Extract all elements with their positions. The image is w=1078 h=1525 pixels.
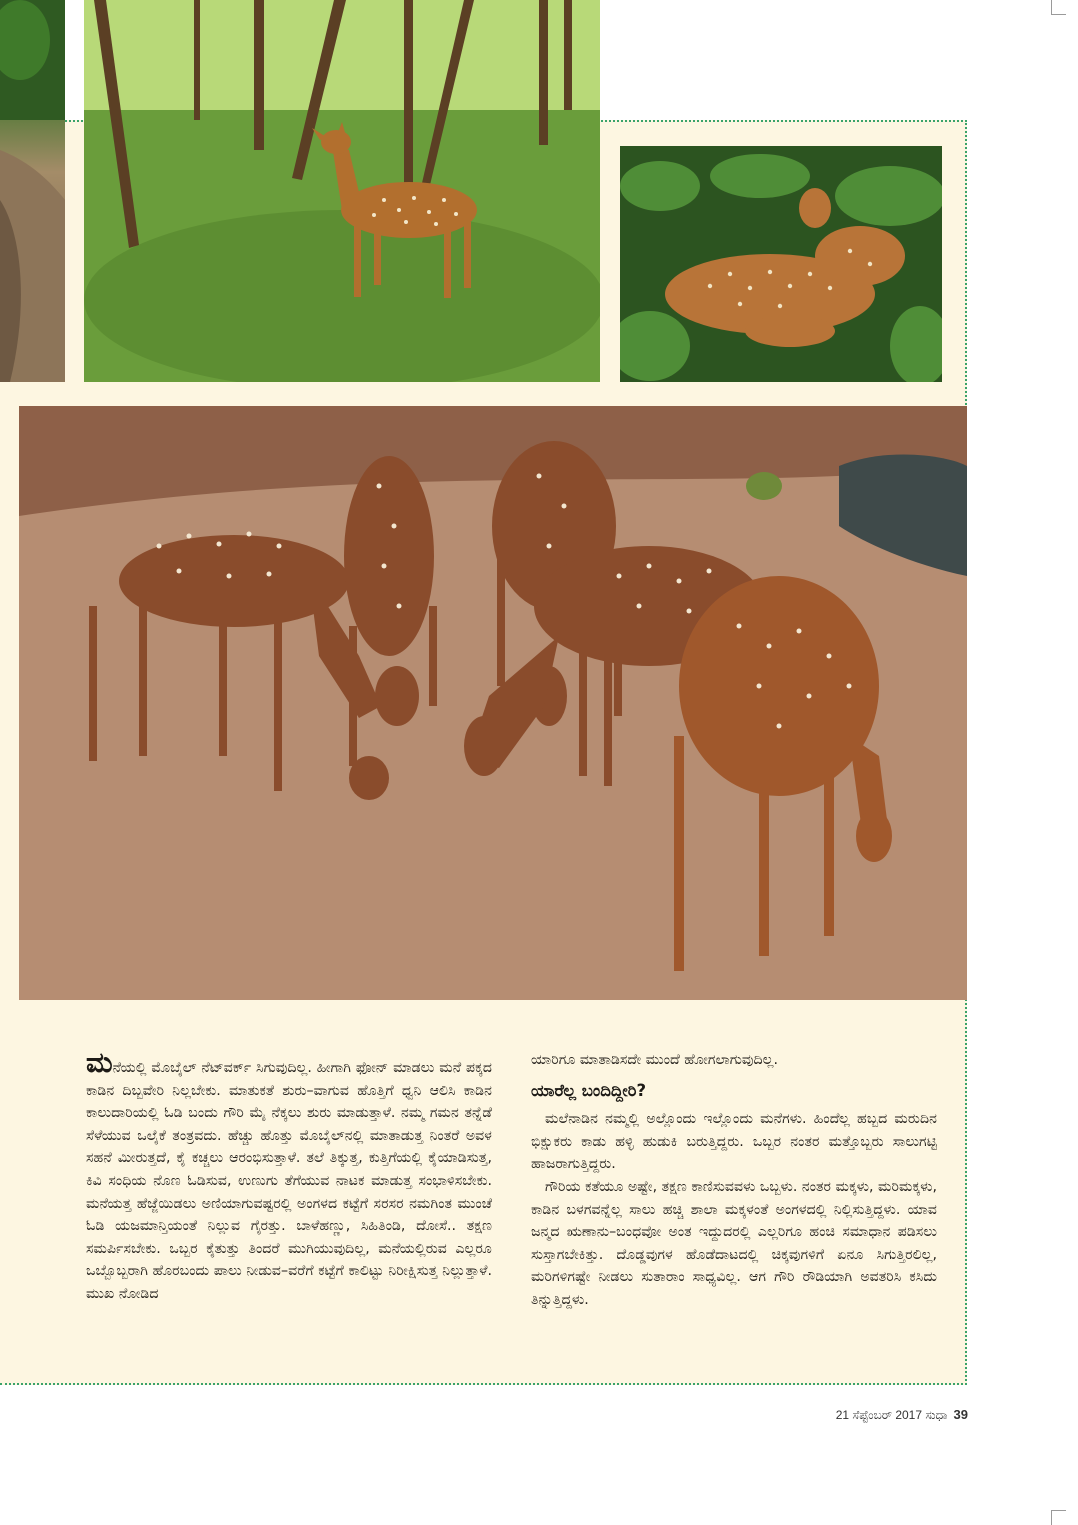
paragraph-1-text: ನೆಯಲ್ಲಿ ಮೊಬೈಲ್ ನೆಟ್‌ವರ್ಕ್ ಸಿಗುವುದಿಲ್ಲ. ಹೀಗಾಗಿ ಫೋನ್ ಮಾಡಲು ಮನೆ ಪಕ್ಕದ ಕಾಡಿನ ದಿಬ್ಬವೇರಿ ನಿಲ್ಲಬೇಕು. ಮಾತುಕತೆ ಶುರು–ವಾಗುವ ಹೊತ್ತಿಗೆ ಧ್ವನಿ ಆಲಿಸಿ ಕಾಡಿನ ಕಾಲುದಾರಿಯಲ್ಲಿ ಓಡಿ ಬಂದು ಗೌರಿ ಮೈ ನೆಕ್ಕಲು ಶುರು ಮಾಡುತ್ತಾಳೆ. ನಮ್ಮ ಗಮನ ತನ್ನೆಡೆ ಸೆಳೆಯುವ ಒಲೈಕೆ ತಂತ್ರವದು. ಹೆಚ್ಚು ಹೊತ್ತು ಮೊಬೈಲ್‌ನಲ್ಲಿ ಮಾತಾಡುತ್ತ ನಿಂತರೆ ಅವಳ ಸಹನೆ ಮೀರುತ್ತದೆ, ಕೈ ಕಚ್ಚಲು ಆರಂಭಿಸುತ್ತಾಳೆ. ತಲೆ ತಿಕ್ಕುತ್ತ, ಕುತ್ತಿಗೆಯಲ್ಲಿ ಕೈಯಾಡಿಸುತ್ತ, ಕಿವಿ ಸಂಧಿಯ ನೊಣ ಓಡಿಸುವ, ಉಣುಗು ತೆಗೆಯುವ ನಾಟಕ ಮಾಡುತ್ತ ಸಂಭಾಳಿಸಬೇಕು. ಮನೆಯತ್ತ ಹೆಜ್ಜೆಯಿಡಲು ಅಣಿಯಾಗುವಷ್ಟರಲ್ಲಿ ಅಂಗಳದ ಕಟ್ಟೆಗೆ ಸರಸರ ನಮಗಿಂತ ಮುಂಚೆ ಓಡಿ ಯಜಮಾನ್ತಿಯಂತೆ ನಿಲ್ಲುವ ಗೈರತ್ತು. ಬಾಳೆಹಣ್ಣು, ಸಿಹಿತಿಂಡಿ, ದೋಸೆ.. ತಕ್ಷಣ ಸಮರ್ಪಿಸಬೇಕು. ಒಬ್ಬರ ಕೈತುತ್ತು ತಿಂದರೆ ಮುಗಿಯುವುದಿಲ್ಲ, ಮನೆಯಲ್ಲಿರುವ ಎಲ್ಲರೂ ಒಬ್ಬೊಬ್ಬರಾಗಿ ಹೊರಬಂದು ಪಾಲು ನೀಡುವ–ವರೆಗೆ ಕಟ್ಟೆಗೆ ಕಾಲಿಟ್ಟು ನಿರೀಕ್ಷಿಸುತ್ತ ನಿಲ್ಲುತ್ತಾಳೆ. ಮುಖ ನೋಡಿದ: [86, 1060, 492, 1302]
grazing-deer-herd-photo: [19, 406, 967, 1000]
resting-deer-photo: [620, 146, 942, 382]
spotted-deer-in-forest-photo: [84, 0, 600, 382]
crop-mark-bottom-right: [1051, 1510, 1066, 1525]
folio-date: 21 ಸೆಪ್ಟೆಂಬರ್ 2017 ಸುಧಾ: [835, 1408, 948, 1422]
article-paragraph-2: ಮಲೆನಾಡಿನ ನಮ್ಮಲ್ಲಿ ಅಲ್ಲೊಂದು ಇಲ್ಲೊಂದು ಮನೆಗಳು. ಹಿಂದೆಲ್ಲ ಹಬ್ಬದ ಮರುದಿನ ಭಿಕ್ಷುಕರು ಕಾಡು ಹಳ್ಳಿ ಹುಡುಕಿ ಬರುತ್ತಿದ್ದರು. ಒಬ್ಬರ ನಂತರ ಮತ್ತೊಬ್ಬರು ಸಾಲುಗಟ್ಟಿ ಹಾಜರಾಗುತ್ತಿದ್ದರು.: [531, 1111, 937, 1173]
forest-path-photo: [0, 0, 65, 382]
section-subheading: ಯಾರೆಲ್ಲ ಬಂದಿದ್ದೀರಿ?: [531, 1080, 647, 1100]
page-number: 39: [953, 1407, 968, 1422]
paragraph-1-continuation: ಯಾರಿಗೂ ಮಾತಾಡಿಸದೇ ಮುಂದೆ ಹೋಗಲಾಗುವುದಿಲ್ಲ.: [531, 1052, 779, 1068]
drop-cap: ಮ: [86, 1046, 113, 1079]
article-column-left: [86, 1046, 492, 1306]
article-paragraph-1: [86, 1046, 492, 1306]
page-folio: [836, 1407, 968, 1423]
article-paragraph-3: ಗೌರಿಯ ಕತೆಯೂ ಅಷ್ಟೇ, ತಕ್ಷಣ ಕಾಣಿಸುವವಳು ಒಬ್ಬಳು. ನಂತರ ಮಕ್ಕಳು, ಮರಿಮಕ್ಕಳು, ಕಾಡಿನ ಬಳಗವನ್ನೆಲ್ಲ ಸಾಲು ಹಚ್ಚಿ ಶಾಲಾ ಮಕ್ಕಳಂತೆ ಅಂಗಳದಲ್ಲಿ ನಿಲ್ಲಿಸುತ್ತಿದ್ದಳು. ಯಾವ ಜನ್ಮದ ಋಣಾನು–ಬಂಧವೋ ಅಂತ ಇದ್ದುದರಲ್ಲಿ ಎಲ್ಲರಿಗೂ ಹಂಚಿ ಸಮಾಧಾನ ಪಡಿಸಲು ಸುಸ್ತಾಗಬೇಕಿತ್ತು. ದೊಡ್ಡವುಗಳ ಹೊಡೆದಾಟದಲ್ಲಿ ಚಿಕ್ಕವುಗಳಿಗೆ ಏನೂ ಸಿಗುತ್ತಿರಲಿಲ್ಲ, ಮರಿಗಳಿಗಷ್ಟೇ ನೀಡಲು ಸುತಾರಾಂ ಸಾಧ್ಯವಿಲ್ಲ. ಆಗ ಗೌರಿ ರೌಡಿಯಾಗಿ ಅವತರಿಸಿ ಕಸಿದು ತಿನ್ನುತ್ತಿದ್ದಳು.: [531, 1178, 937, 1308]
article-column-right: [531, 1049, 937, 1312]
crop-mark-top-right: [1051, 0, 1066, 15]
